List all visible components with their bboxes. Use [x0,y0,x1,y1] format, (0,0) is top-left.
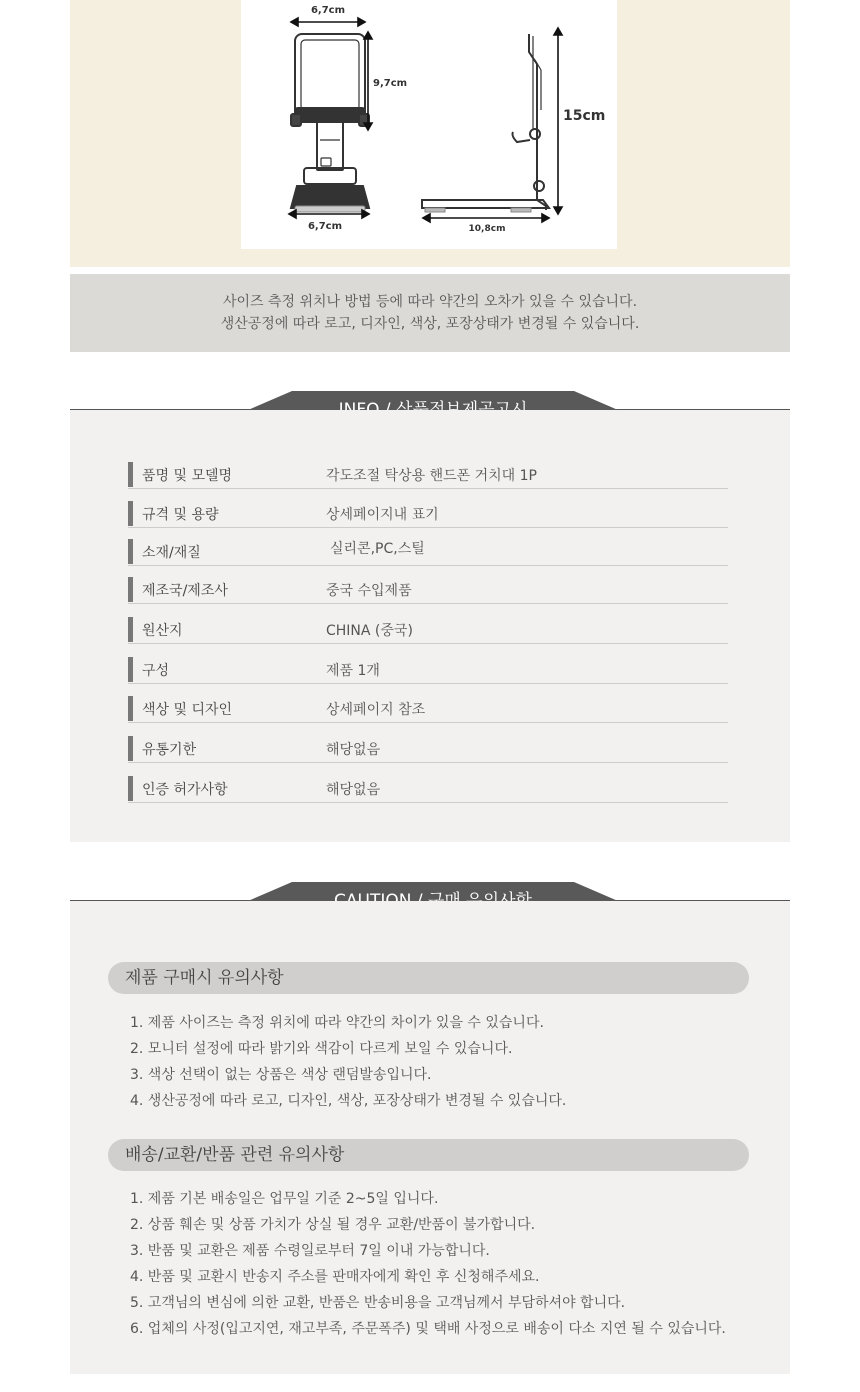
list-item: 5. 고객님의 변심에 의한 교환, 반품은 반송비용을 고객님께서 부담하셔야 합니다. [130,1295,626,1311]
caution-panel [70,901,790,1374]
row-marker [128,736,133,761]
row-marker [128,617,133,642]
info-row [128,723,728,763]
info-row [128,526,728,566]
side-height-label: 15cm [563,108,606,124]
front-base-width-label: 6,7cm [307,221,343,232]
row-marker [128,462,133,487]
phone-stand-diagram [241,0,617,249]
info-key: 품명 및 모델명 [142,468,233,484]
info-row [128,683,728,723]
info-value: 각도조절 탁상용 핸드폰 거치대 1P [326,468,537,484]
list-item: 1. 제품 사이즈는 측정 위치에 따라 약간의 차이가 있을 수 있습니다. [130,1015,544,1031]
product-info-panel [70,410,790,842]
row-marker [128,577,133,602]
info-value: 제품 1개 [326,663,380,679]
info-key: 구성 [142,663,170,679]
row-marker [128,657,133,682]
info-key: 색상 및 디자인 [142,702,233,718]
delivery-caution-title-text: 배송/교환/반품 관련 유의사항 [125,1145,345,1165]
info-row [128,644,728,684]
info-value: 상세페이지 참조 [326,702,426,718]
delivery-caution-list [130,1186,726,1342]
size-notice [70,274,790,352]
info-row [128,488,728,528]
list-item: 4. 반품 및 교환시 반송지 주소를 판매자에게 확인 후 신청해주세요. [130,1269,540,1285]
info-row [128,604,728,644]
side-base-width-label: 10,8cm [468,224,506,234]
info-key: 제조국/제조사 [142,583,228,599]
info-row [128,449,728,489]
front-top-width-label: 6,7cm [310,5,346,16]
list-item: 3. 색상 선택이 없는 상품은 색상 랜덤발송입니다. [130,1067,432,1083]
purchase-caution-title-text: 제품 구매시 유의사항 [125,968,284,988]
info-key: 규격 및 용량 [142,507,219,523]
info-value: 해당없음 [326,742,381,758]
dimension-diagram [241,0,617,249]
list-item: 3. 반품 및 교환은 제품 수령일로부터 7일 이내 가능합니다. [130,1243,490,1259]
info-value: 해당없음 [326,782,381,798]
info-key: 인증 허가사항 [142,782,228,798]
info-value: 실리콘,PC,스틸 [330,541,425,557]
row-marker [128,696,133,721]
notice-line-2: 생산공정에 따라 로고, 디자인, 색상, 포장상태가 변경될 수 있습니다. [220,316,640,332]
info-key: 소재/재질 [142,545,201,561]
info-key: 원산지 [142,623,183,639]
row-marker [128,501,133,526]
info-row [128,763,728,803]
purchase-caution-list [130,1010,566,1114]
list-item: 6. 업체의 사정(입고지연, 재고부족, 주문폭주) 및 택배 사정으로 배송이 다소 지연 될 수 있습니다. [130,1321,726,1337]
info-key: 유통기한 [142,742,197,758]
info-value: 상세페이지내 표기 [326,507,439,523]
dimension-section [70,0,790,267]
delivery-caution-title [108,1139,749,1171]
purchase-caution-title [108,962,749,994]
info-row [128,564,728,604]
row-marker [128,776,133,801]
list-item: 2. 모니터 설정에 따라 밝기와 색감이 다르게 보일 수 있습니다. [130,1041,513,1057]
list-item: 4. 생산공정에 따라 로고, 디자인, 색상, 포장상태가 변경될 수 있습니다. [130,1093,567,1109]
front-height-label: 9,7cm [373,78,408,89]
info-value: CHINA (중국) [326,623,413,639]
row-marker [128,539,133,564]
list-item: 2. 상품 훼손 및 상품 가치가 상실 될 경우 교환/반품이 불가합니다. [130,1217,536,1233]
notice-line-1: 사이즈 측정 위치나 방법 등에 따라 약간의 오차가 있을 수 있습니다. [222,294,638,310]
info-value: 중국 수입제품 [326,583,412,599]
list-item: 1. 제품 기본 배송일은 업무일 기준 2~5일 입니다. [130,1191,439,1207]
